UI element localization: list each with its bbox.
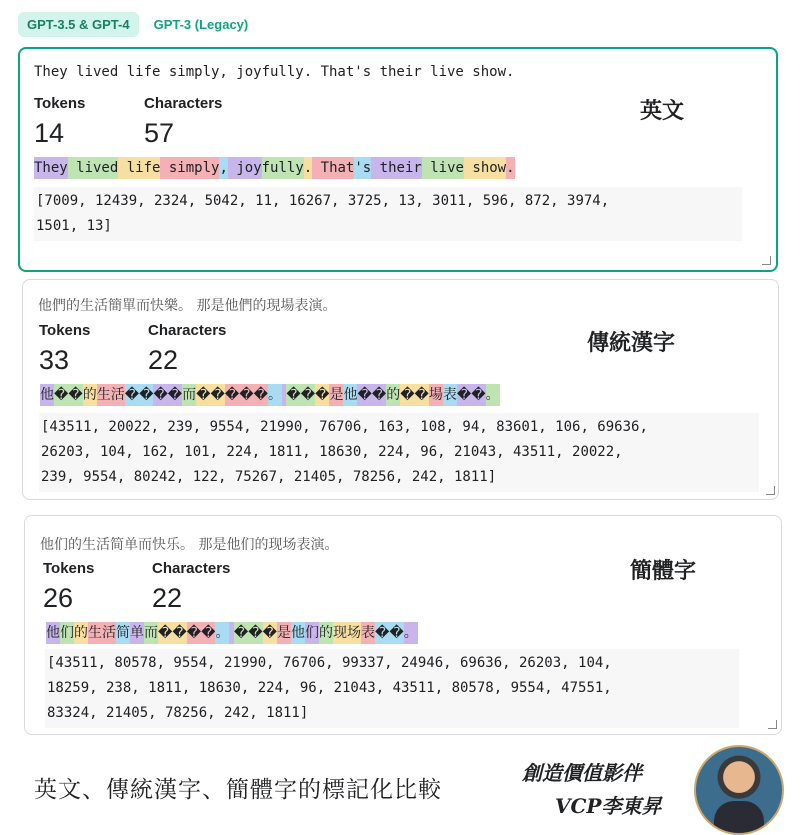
comparison-caption: 英文、傳統漢字、簡體字的標記化比較 (34, 777, 442, 803)
token-pieces (40, 384, 500, 406)
resize-handle[interactable] (762, 256, 771, 265)
tab-gpt3-legacy[interactable]: GPT-3 (Legacy) (153, 17, 249, 32)
token-piece: simply (160, 157, 219, 179)
token-piece: �� (286, 384, 315, 406)
token-piece: fully (262, 157, 304, 179)
token-piece: 。 (268, 384, 282, 406)
avatar (694, 745, 784, 835)
characters-label: Characters (148, 322, 227, 339)
token-piece: 他 (343, 384, 357, 406)
resize-handle[interactable] (766, 486, 775, 495)
token-piece: � (315, 384, 329, 406)
token-piece: 而 (144, 622, 158, 644)
model-tabs (18, 12, 257, 37)
tokens-label: Tokens (43, 560, 95, 577)
token-piece: 单 (130, 622, 144, 644)
token-piece: . (304, 157, 312, 179)
token-piece: �� (158, 622, 187, 644)
token-piece: 们 (305, 622, 319, 644)
token-piece: They (34, 157, 68, 179)
token-piece: 是 (329, 384, 343, 406)
token-piece: 们 (60, 622, 74, 644)
token-piece: �� (125, 384, 154, 406)
character-count: 22 (148, 345, 179, 375)
token-piece: 場 (429, 384, 443, 406)
token-piece: 而 (182, 384, 196, 406)
token-piece: 的 (319, 622, 333, 644)
token-piece: 。 (404, 622, 418, 644)
characters-label: Characters (144, 95, 223, 112)
token-piece: 表 (361, 622, 375, 644)
token-piece: �� (357, 384, 386, 406)
token-piece: 他 (40, 384, 54, 406)
token-piece: That (312, 157, 354, 179)
simplified-input-text[interactable]: 他们的生活简单而快乐。 那是他们的现场表演。 (40, 537, 339, 553)
character-count: 57 (144, 118, 175, 148)
token-piece: , (219, 157, 227, 179)
english-input-text[interactable]: They lived life simply, joyfully. That's their live show. (34, 64, 515, 80)
token-count: 33 (39, 345, 70, 375)
token-piece: �� (187, 622, 216, 644)
brand-line-1: 創造價值影伴 (522, 761, 642, 785)
token-piece: 简 (116, 622, 130, 644)
token-piece: 他 (291, 622, 305, 644)
token-piece: 的 (74, 622, 88, 644)
token-piece: live (422, 157, 464, 179)
brand-line-2: VCP李東昇 (555, 794, 662, 818)
annotation-traditional: 傳統漢字 (587, 331, 676, 356)
resize-handle[interactable] (768, 720, 777, 729)
tokens-label: Tokens (39, 322, 91, 339)
token-piece: 他 (46, 622, 60, 644)
token-ids: [43511, 80578, 9554, 21990, 76706, 99337, 24946, 69636, 26203, 104, 18259, 238, 1811, 18630, 224, 96, 21043, 43511, 80578, 9554, 47551, 83324, 21405, 78256, 242, 1811] (45, 649, 739, 728)
token-piece: 的 (83, 384, 97, 406)
token-pieces (34, 157, 515, 179)
token-piece: �� (196, 384, 225, 406)
token-piece: 。 (215, 622, 229, 644)
token-piece: 生活 (97, 384, 125, 406)
token-piece: �� (54, 384, 83, 406)
token-piece: 表 (443, 384, 457, 406)
token-piece: �� (153, 384, 182, 406)
token-piece: ��� (225, 384, 268, 406)
annotation-simplified: 簡體字 (630, 559, 697, 584)
token-piece: show (464, 157, 506, 179)
traditional-input-text[interactable]: 他們的生活簡單而快樂。 那是他們的現場表演。 (38, 298, 337, 314)
token-piece: their (371, 157, 422, 179)
token-piece: �� (400, 384, 429, 406)
token-piece: lived (68, 157, 119, 179)
token-count: 26 (43, 583, 74, 613)
token-ids: [43511, 20022, 239, 9554, 21990, 76706, 163, 108, 94, 83601, 106, 69636, 26203, 104, 162, 101, 224, 1811, 18630, 224, 96, 21043, 43511, 20022, 239, 9554, 80242, 122, 75267, 21405, 78256, 242, 1811] (39, 413, 759, 492)
characters-label: Characters (152, 560, 231, 577)
token-pieces (46, 622, 418, 644)
token-piece: 's (354, 157, 371, 179)
tab-gpt35-gpt4[interactable]: GPT-3.5 & GPT-4 (18, 12, 139, 37)
token-piece: 的 (386, 384, 400, 406)
token-piece: 是 (277, 622, 291, 644)
token-piece: 现场 (333, 622, 361, 644)
token-piece: 生活 (88, 622, 116, 644)
token-piece: �� (234, 622, 263, 644)
token-piece: �� (375, 622, 404, 644)
token-ids: [7009, 12439, 2324, 5042, 11, 16267, 3725, 13, 3011, 596, 872, 3974, 1501, 13] (34, 187, 742, 241)
token-piece: �� (457, 384, 486, 406)
token-count: 14 (34, 118, 65, 148)
character-count: 22 (152, 583, 183, 613)
token-piece: . (506, 157, 514, 179)
token-piece: � (263, 622, 277, 644)
token-piece: joy (228, 157, 262, 179)
tokens-label: Tokens (34, 95, 86, 112)
token-piece: life (118, 157, 160, 179)
token-piece: 。 (486, 384, 500, 406)
annotation-english: 英文 (640, 99, 685, 124)
